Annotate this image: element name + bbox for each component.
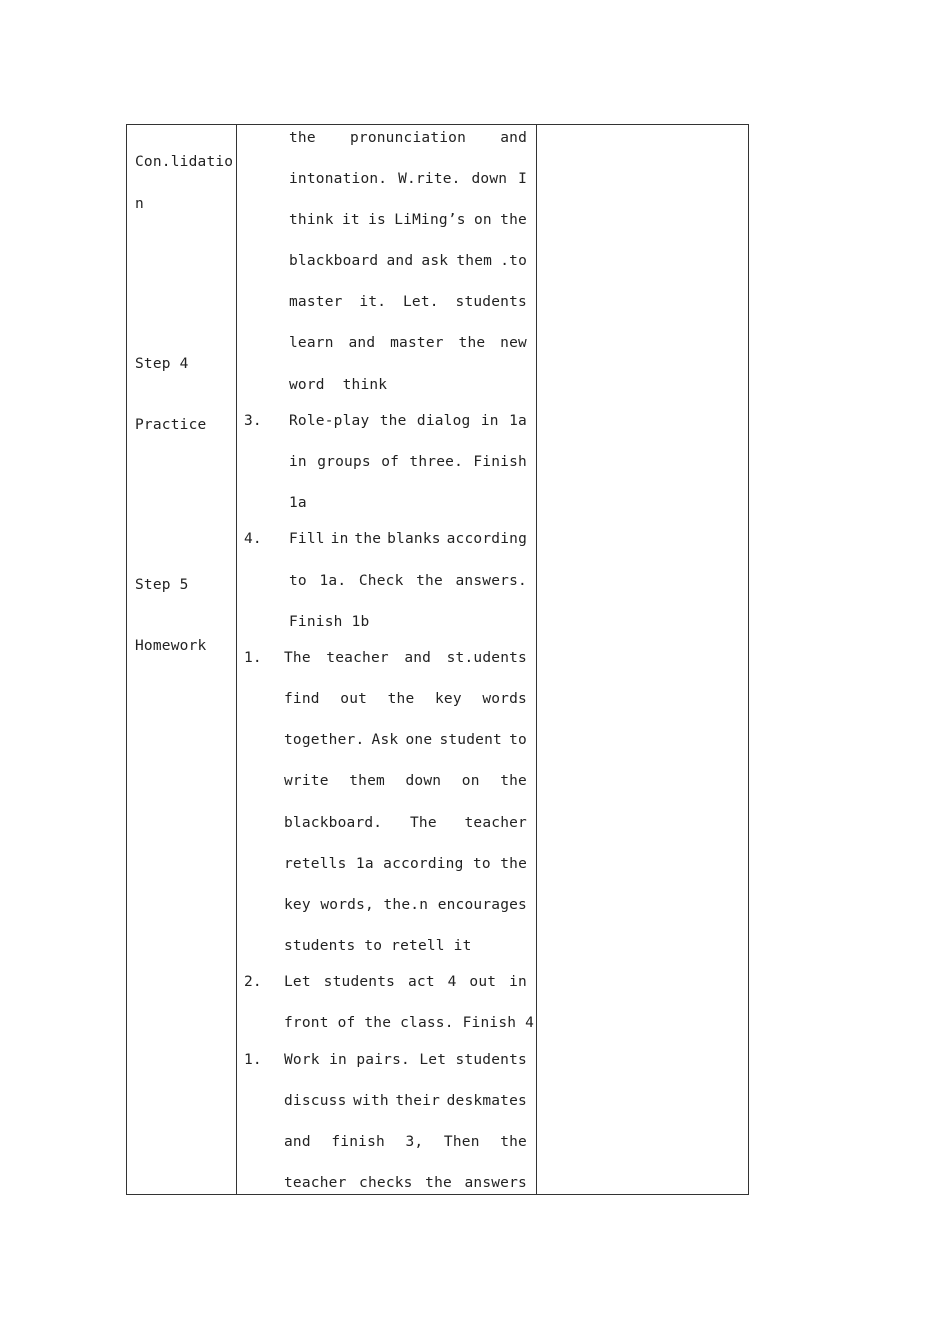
word: out (469, 974, 497, 990)
word: 4 (447, 974, 457, 990)
word: their (395, 1093, 441, 1109)
word: 1a (509, 413, 527, 429)
word: write (284, 773, 329, 789)
word: the (354, 531, 382, 547)
stage-label: Step 4 (135, 356, 189, 372)
word: is (368, 212, 386, 228)
activity-line (284, 689, 527, 709)
word: intonation. (289, 171, 388, 187)
word: ask (421, 253, 449, 269)
word: learn (289, 335, 334, 351)
word: Let. (402, 294, 439, 310)
word: act (407, 974, 435, 990)
word: checks (359, 1175, 413, 1191)
word: the (500, 856, 527, 872)
activity-line (284, 1050, 527, 1070)
word: and (348, 335, 376, 351)
activity-line (284, 813, 527, 833)
word: groups (317, 454, 371, 470)
word: words (482, 691, 527, 707)
word: Work (284, 1052, 320, 1068)
activity-line (284, 854, 527, 874)
word: in (330, 531, 349, 547)
word: in (329, 1052, 347, 1068)
word: Finish 1b (289, 614, 370, 630)
word: the (387, 691, 415, 707)
word: 3, (405, 1134, 424, 1150)
word: dialog (416, 413, 471, 429)
activity-line (284, 1132, 527, 1152)
activity-line (284, 936, 472, 956)
word: word think (289, 377, 388, 393)
word: retells (284, 856, 347, 872)
word: the (379, 413, 407, 429)
word: encourages (437, 897, 527, 913)
activity-line (289, 452, 527, 472)
word: teacher (326, 650, 389, 666)
word: .to (500, 253, 527, 269)
activity-line (289, 529, 527, 549)
activity-line (284, 648, 527, 668)
word: blackboard (289, 253, 379, 269)
activity-line (289, 411, 527, 431)
word: deskmates (446, 1093, 527, 1109)
activity-line (289, 128, 527, 148)
activity-line (284, 730, 527, 750)
word: the (500, 773, 527, 789)
word: students (455, 1052, 527, 1068)
activity-line (289, 169, 527, 189)
word: it (341, 212, 360, 228)
list-number: 4. (244, 531, 262, 547)
word: students (323, 974, 396, 990)
word: them (349, 773, 385, 789)
word: 1a (289, 495, 307, 511)
activity-line (289, 612, 369, 632)
word: according (446, 531, 527, 547)
word: and (386, 253, 414, 269)
word: the (289, 130, 316, 146)
word: Ask (371, 732, 399, 748)
activity-line (289, 375, 387, 395)
word: key (434, 691, 462, 707)
word: st.udents (446, 650, 527, 666)
list-number: 1. (244, 650, 262, 666)
word: think (289, 212, 334, 228)
stage-label: n (135, 196, 144, 212)
word: pairs. (356, 1052, 410, 1068)
stage-label: Homework (135, 638, 207, 654)
word: new (500, 335, 527, 351)
stage-label: Practice (135, 417, 207, 433)
stage-label: Con.lidatio (135, 154, 234, 170)
word: Role-play (289, 413, 370, 429)
word: out (340, 691, 368, 707)
activity-line (289, 571, 527, 591)
activity-line (284, 771, 527, 791)
list-number: 1. (244, 1052, 262, 1068)
word: down (405, 773, 442, 789)
word: master (390, 335, 444, 351)
activity-line (284, 895, 527, 915)
activity-line (289, 493, 307, 513)
word: student (439, 732, 502, 748)
word: and (500, 130, 527, 146)
word: W.rite. (398, 171, 461, 187)
word: key (284, 897, 311, 913)
list-number: 3. (244, 413, 262, 429)
word: students to retell it (284, 938, 472, 954)
word: to (509, 732, 527, 748)
word: teacher (284, 1175, 347, 1191)
stage-label: Step 5 (135, 577, 189, 593)
word: The (409, 815, 437, 831)
word: master (289, 294, 343, 310)
column-divider-2 (536, 125, 537, 1194)
word: The (284, 650, 311, 666)
word: with (353, 1093, 389, 1109)
word: Fill (289, 531, 325, 547)
word: to (289, 573, 307, 589)
activity-line (289, 292, 527, 312)
word: Let (284, 974, 311, 990)
word: the (416, 573, 443, 589)
word: on (461, 773, 480, 789)
word: teacher (464, 815, 527, 831)
column-divider-1 (236, 125, 237, 1194)
activity-line (284, 1013, 534, 1033)
word: answers. (455, 573, 527, 589)
word: them (456, 253, 493, 269)
word: I (518, 171, 527, 187)
word: down (471, 171, 508, 187)
word: together. (284, 732, 365, 748)
list-number: 2. (244, 974, 262, 990)
word: front of the class. Finish 4 (284, 1015, 535, 1031)
word: one (405, 732, 433, 748)
word: Finish (473, 454, 527, 470)
word: Let (419, 1052, 447, 1068)
word: students (455, 294, 527, 310)
word: it. (359, 294, 387, 310)
activity-line (289, 210, 527, 230)
word: and (284, 1134, 311, 1150)
activity-line (284, 1173, 527, 1193)
word: words, (320, 897, 374, 913)
word: discuss (284, 1093, 347, 1109)
word: LiMing’s (394, 212, 466, 228)
activity-line (289, 251, 527, 271)
activity-line (284, 1091, 527, 1111)
word: of (381, 454, 400, 470)
word: the (425, 1175, 452, 1191)
word: the (458, 335, 486, 351)
word: pronunciation (349, 130, 467, 146)
word: finish (331, 1134, 385, 1150)
word: 1a. (319, 573, 347, 589)
word: the.n (383, 897, 429, 913)
word: Then (443, 1134, 480, 1150)
activity-line (284, 972, 527, 992)
word: to (472, 856, 491, 872)
word: in (289, 454, 307, 470)
word: in (480, 413, 499, 429)
word: three. (409, 454, 464, 470)
word: 1a (355, 856, 374, 872)
word: according (383, 856, 464, 872)
word: find (284, 691, 320, 707)
word: blanks (387, 531, 441, 547)
word: the (500, 1134, 527, 1150)
word: and (404, 650, 432, 666)
word: in (509, 974, 527, 990)
word: blackboard. (284, 815, 383, 831)
word: on (473, 212, 492, 228)
word: answers (464, 1175, 527, 1191)
word: the (500, 212, 527, 228)
activity-line (289, 333, 527, 353)
word: Check (358, 573, 404, 589)
